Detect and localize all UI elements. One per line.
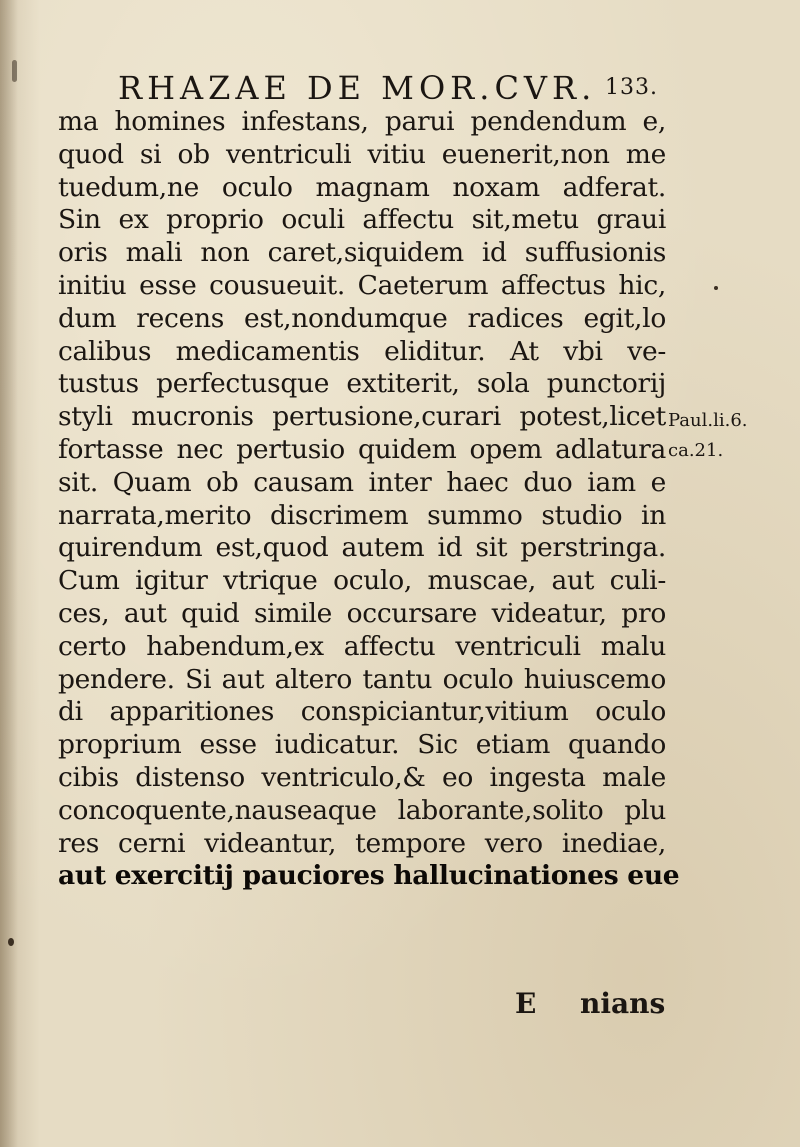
text-line: Cum igitur vtrique oculo, muscae, aut culi- — [58, 565, 666, 597]
text-line: proprium esse iudicatur. Sic etiam quando — [58, 729, 666, 761]
text-line: cibis distenso ventriculo,& eo ingesta male — [58, 761, 666, 793]
catchword: nians — [580, 987, 666, 1020]
text-line: tuedum,ne oculo magnam noxam adferat. — [58, 171, 666, 203]
signature-mark: E — [515, 987, 537, 1020]
text-line: res cerni videantur, tempore vero inediae, — [58, 827, 666, 859]
text-line: certo habendum,ex affectu ventriculi malu — [58, 630, 666, 662]
text-line: narrata,merito discrimem summo studio in — [58, 499, 666, 531]
text-line: di apparitiones conspiciantur,vitium oculo — [58, 696, 666, 728]
text-line: quirendum est,quod autem id sit perstringa. — [58, 532, 666, 564]
text-line: ces, aut quid simile occursare videatur, pro — [58, 597, 666, 629]
marginal-note: Paul.li.6. — [668, 410, 748, 431]
paper-speck — [8, 938, 14, 946]
text-line: sit. Quam ob causam inter haec duo iam e — [58, 466, 666, 498]
text-line: quod si ob ventriculi vitiu euenerit,non me — [58, 138, 666, 170]
paper-speck — [12, 60, 17, 82]
text-line: Sin ex proprio oculi affectu sit,metu graui — [58, 204, 666, 236]
running-head — [118, 66, 658, 110]
text-line: initiu esse cousueuit. Caeterum affectus hic, — [58, 269, 666, 301]
text-line: fortasse nec pertusio quidem opem adlatura — [58, 433, 666, 465]
body-text — [58, 106, 680, 893]
text-line: aut exercitij pauciores hallucinationes eue — [58, 860, 680, 892]
text-line: calibus medicamentis eliditur. At vbi ve- — [58, 335, 666, 367]
text-line: ma homines infestans, parui pendendum e, — [58, 106, 666, 137]
text-line: oris mali non caret,siquidem id suffusionis — [58, 237, 666, 269]
text-line: pendere. Si aut altero tantu oculo huiuscemo — [58, 663, 666, 695]
text-line: styli mucronis pertusione,curari potest,licet — [58, 401, 666, 433]
page-gutter-shadow — [0, 0, 18, 1147]
running-title: RHAZAE DE MOR.CVR. — [118, 69, 597, 107]
text-line: concoquente,nauseaque laborante,solito plu — [58, 794, 666, 826]
text-line: tustus perfectusque extiterit, sola punctorij — [58, 368, 666, 400]
folio-number: 133. — [605, 75, 658, 100]
marginal-note: ca.21. — [668, 440, 724, 461]
text-line: dum recens est,nondumque radices egit,lo — [58, 302, 666, 334]
paper-speck — [714, 286, 718, 290]
